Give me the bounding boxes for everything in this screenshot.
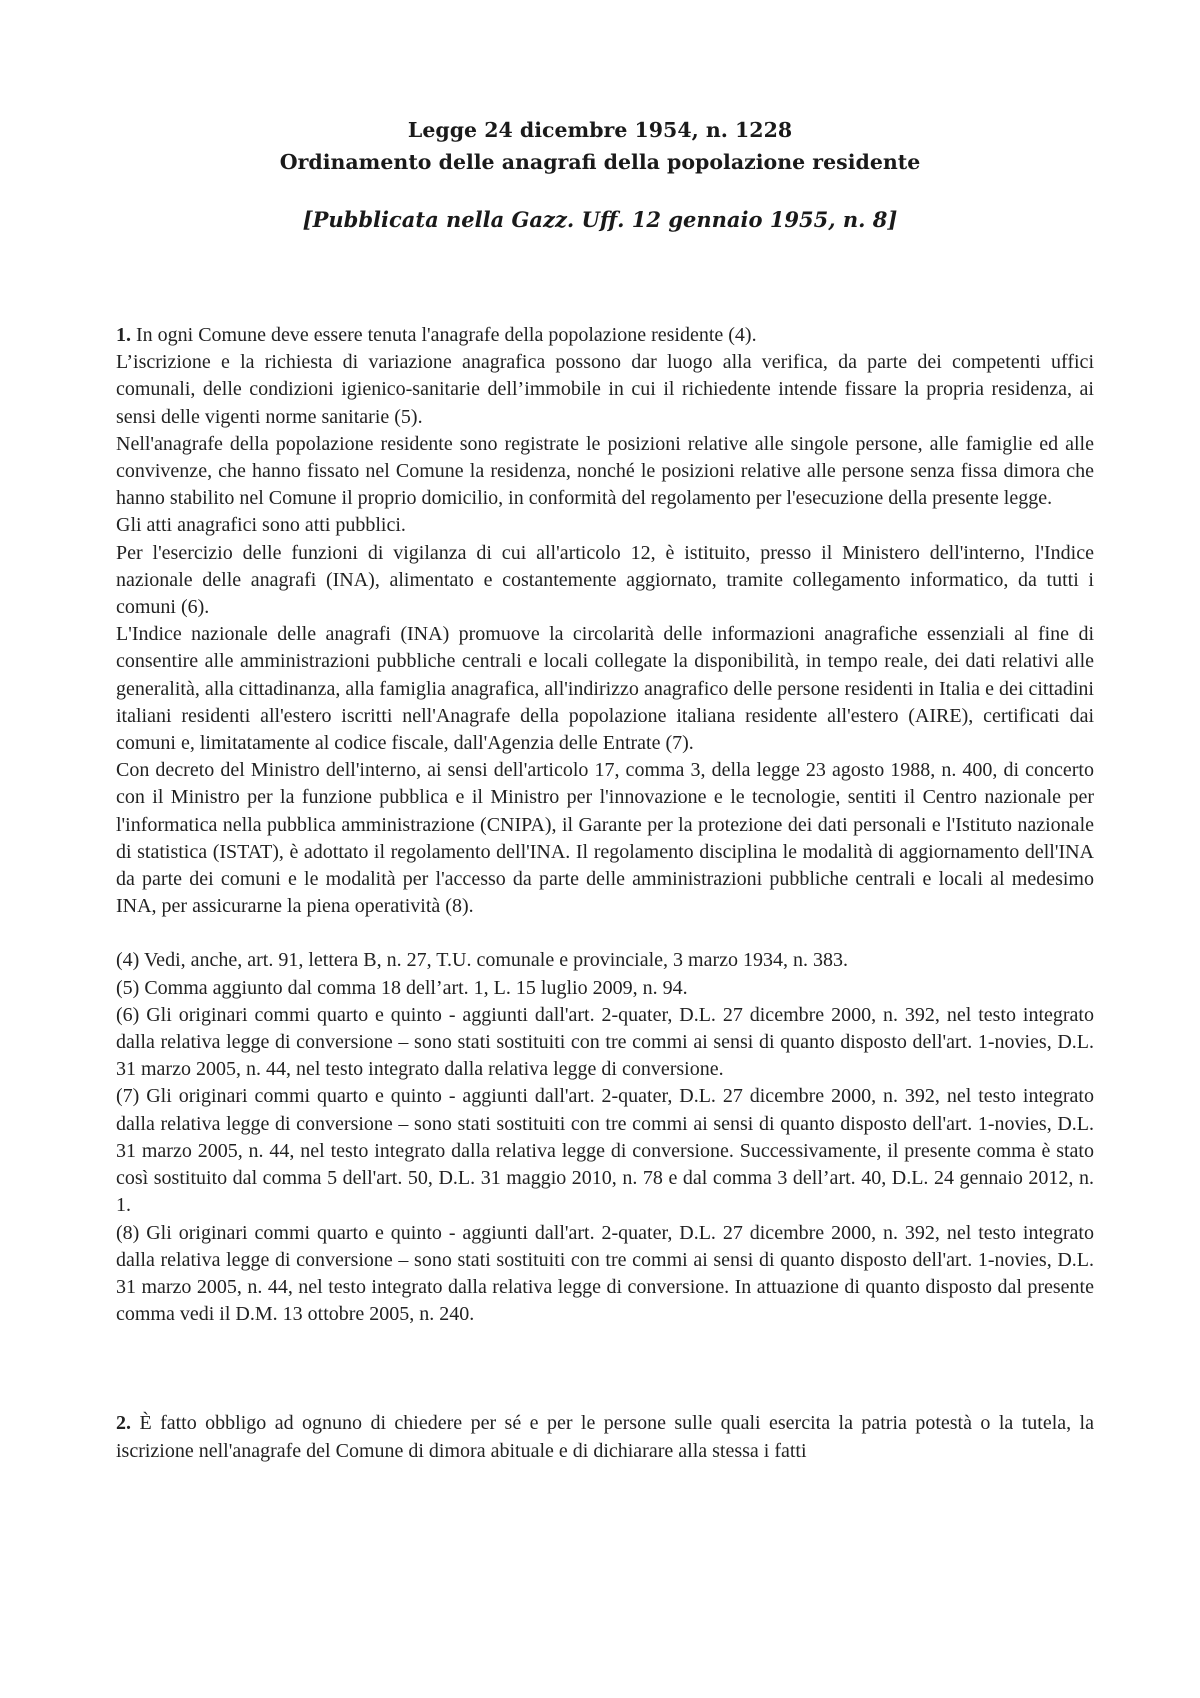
document-header [120, 114, 1080, 236]
article-1-paragraph: L’iscrizione e la richiesta di variazione anagrafica possono dar luogo alla verifica, da parte dei competenti uffici comunali, delle condizioni igienico-sanitarie dell’immobile in cui il richiedente intende fissare la propria residenza, ai sensi delle vigenti norme sanitarie (5). [116, 351, 1094, 428]
article-1 [116, 322, 1094, 920]
footnote: (4) Vedi, anche, art. 91, lettera B, n. 27, T.U. comunale e provinciale, 3 marzo 1934, n. 383. [116, 949, 849, 972]
publication-reference: [Pubblicata nella Gazz. Uff. 12 gennaio 1955, n. 8] [302, 207, 898, 232]
article-1-paragraph: Gli atti anagrafici sono atti pubblici. [116, 514, 406, 537]
article-1-paragraph: Per l'esercizio delle funzioni di vigilanza di cui all'articolo 12, è istituito, presso il Ministero dell'interno, l'Indice nazionale delle anagrafi (INA), alimentato e costantemente aggiornato, tramite collegamento informatico, da tutti i comuni (6). [116, 541, 1094, 619]
article-1-paragraph: Nell'anagrafe della popolazione residente sono registrate le posizioni relative alle singole persone, alle famiglie ed alle convivenze, che hanno fissato nel Comune la residenza, nonché le posizioni relative alle persone senza fissa dimora che hanno stabilito nel Comune il proprio domicilio, in conformità del regolamento per l'esecuzione della presente legge. [116, 432, 1094, 510]
article-1-paragraph: 1. In ogni Comune deve essere tenuta l'anagrafe della popolazione residente (4). [116, 324, 757, 346]
article-1-number: 1. [116, 324, 131, 346]
article-2-paragraph: 2. È fatto obbligo ad ognuno di chiedere per sé e per le persone sulle quali esercita la patria potestà o la tutela, la iscrizione nell'anagrafe del Comune di dimora abituale e di dichiarare alla stessa i fatti [116, 1412, 1094, 1462]
article-1-paragraph: L'Indice nazionale delle anagrafi (INA) promuove la circolarità delle informazioni anagrafiche essenziali al fine di consentire alle amministrazioni pubbliche centrali e locali collegate la disponibilità, in tempo reale, dei dati relativi alle generalità, alla cittadinanza, alla famiglia anagrafica, all'indirizzo anagrafico delle persone residenti in Italia e dei cittadini italiani residenti all'estero iscritti nell'Anagrafe della popolazione italiana residente all'estero (AIRE), certificati dai comuni e, limitatamente al codice fiscale, dall'Agenzia delle Entrate (7). [116, 623, 1094, 755]
law-title: Legge 24 dicembre 1954, n. 1228 [407, 118, 793, 142]
article-2 [116, 1410, 1094, 1464]
footnotes [116, 947, 1094, 1328]
footnote: (8) Gli originari commi quarto e quinto - aggiunti dall'art. 2-quater, D.L. 27 dicembre 2000, n. 392, nel testo integrato dalla relativa legge di conversione – sono stati sostituiti con tre commi ai sensi di quanto disposto dell'art. 1-novies, D.L. 31 marzo 2005, n. 44, nel testo integrato dalla relativa legge di conversione. In attuazione di quanto disposto dal presente comma vedi il D.M. 13 ottobre 2005, n. 240. [116, 1221, 1094, 1326]
law-subtitle: Ordinamento delle anagrafi della popolazione residente [279, 150, 921, 174]
footnote: (7) Gli originari commi quarto e quinto - aggiunti dall'art. 2-quater, D.L. 27 dicembre 2000, n. 392, nel testo integrato dalla relativa legge di conversione – sono stati sostituiti con tre commi ai sensi di quanto disposto dell'art. 1-novies, D.L. 31 marzo 2005, n. 44, nel testo integrato dalla relativa legge di conversione. Successivamente, il presente comma è stato così sostituito dal comma 5 dell'art. 50, D.L. 31 maggio 2010, n. 78 e dal comma 3 dell’art. 40, D.L. 24 gennaio 2012, n. 1. [116, 1085, 1094, 1217]
article-1-paragraph: Con decreto del Ministro dell'interno, ai sensi dell'articolo 17, comma 3, della legge 23 agosto 1988, n. 400, di concerto con il Ministro per la funzione pubblica e il Ministro per l'innovazione e le tecnologie, sentiti il Centro nazionale per l'informatica nella pubblica amministrazione (CNIPA), il Garante per la protezione dei dati personali e l'Istituto nazionale di statistica (ISTAT), è adottato il regolamento dell'INA. Il regolamento disciplina le modalità di aggiornamento dell'INA da parte dei comuni e le modalità per l'accesso da parte delle amministrazioni pubbliche centrali e locali al medesimo INA, per assicurarne la piena operatività (8). [116, 759, 1094, 918]
article-2-number: 2. [116, 1412, 131, 1435]
document-body [116, 322, 1094, 1465]
footnote: (6) Gli originari commi quarto e quinto - aggiunti dall'art. 2-quater, D.L. 27 dicembre 2000, n. 392, nel testo integrato dalla relativa legge di conversione – sono stati sostituiti con tre commi ai sensi di quanto disposto dell'art. 1-novies, D.L. 31 marzo 2005, n. 44, nel testo integrato dalla relativa legge di conversione. [116, 1003, 1094, 1081]
footnote: (5) Comma aggiunto dal comma 18 dell’art. 1, L. 15 luglio 2009, n. 94. [116, 976, 688, 999]
